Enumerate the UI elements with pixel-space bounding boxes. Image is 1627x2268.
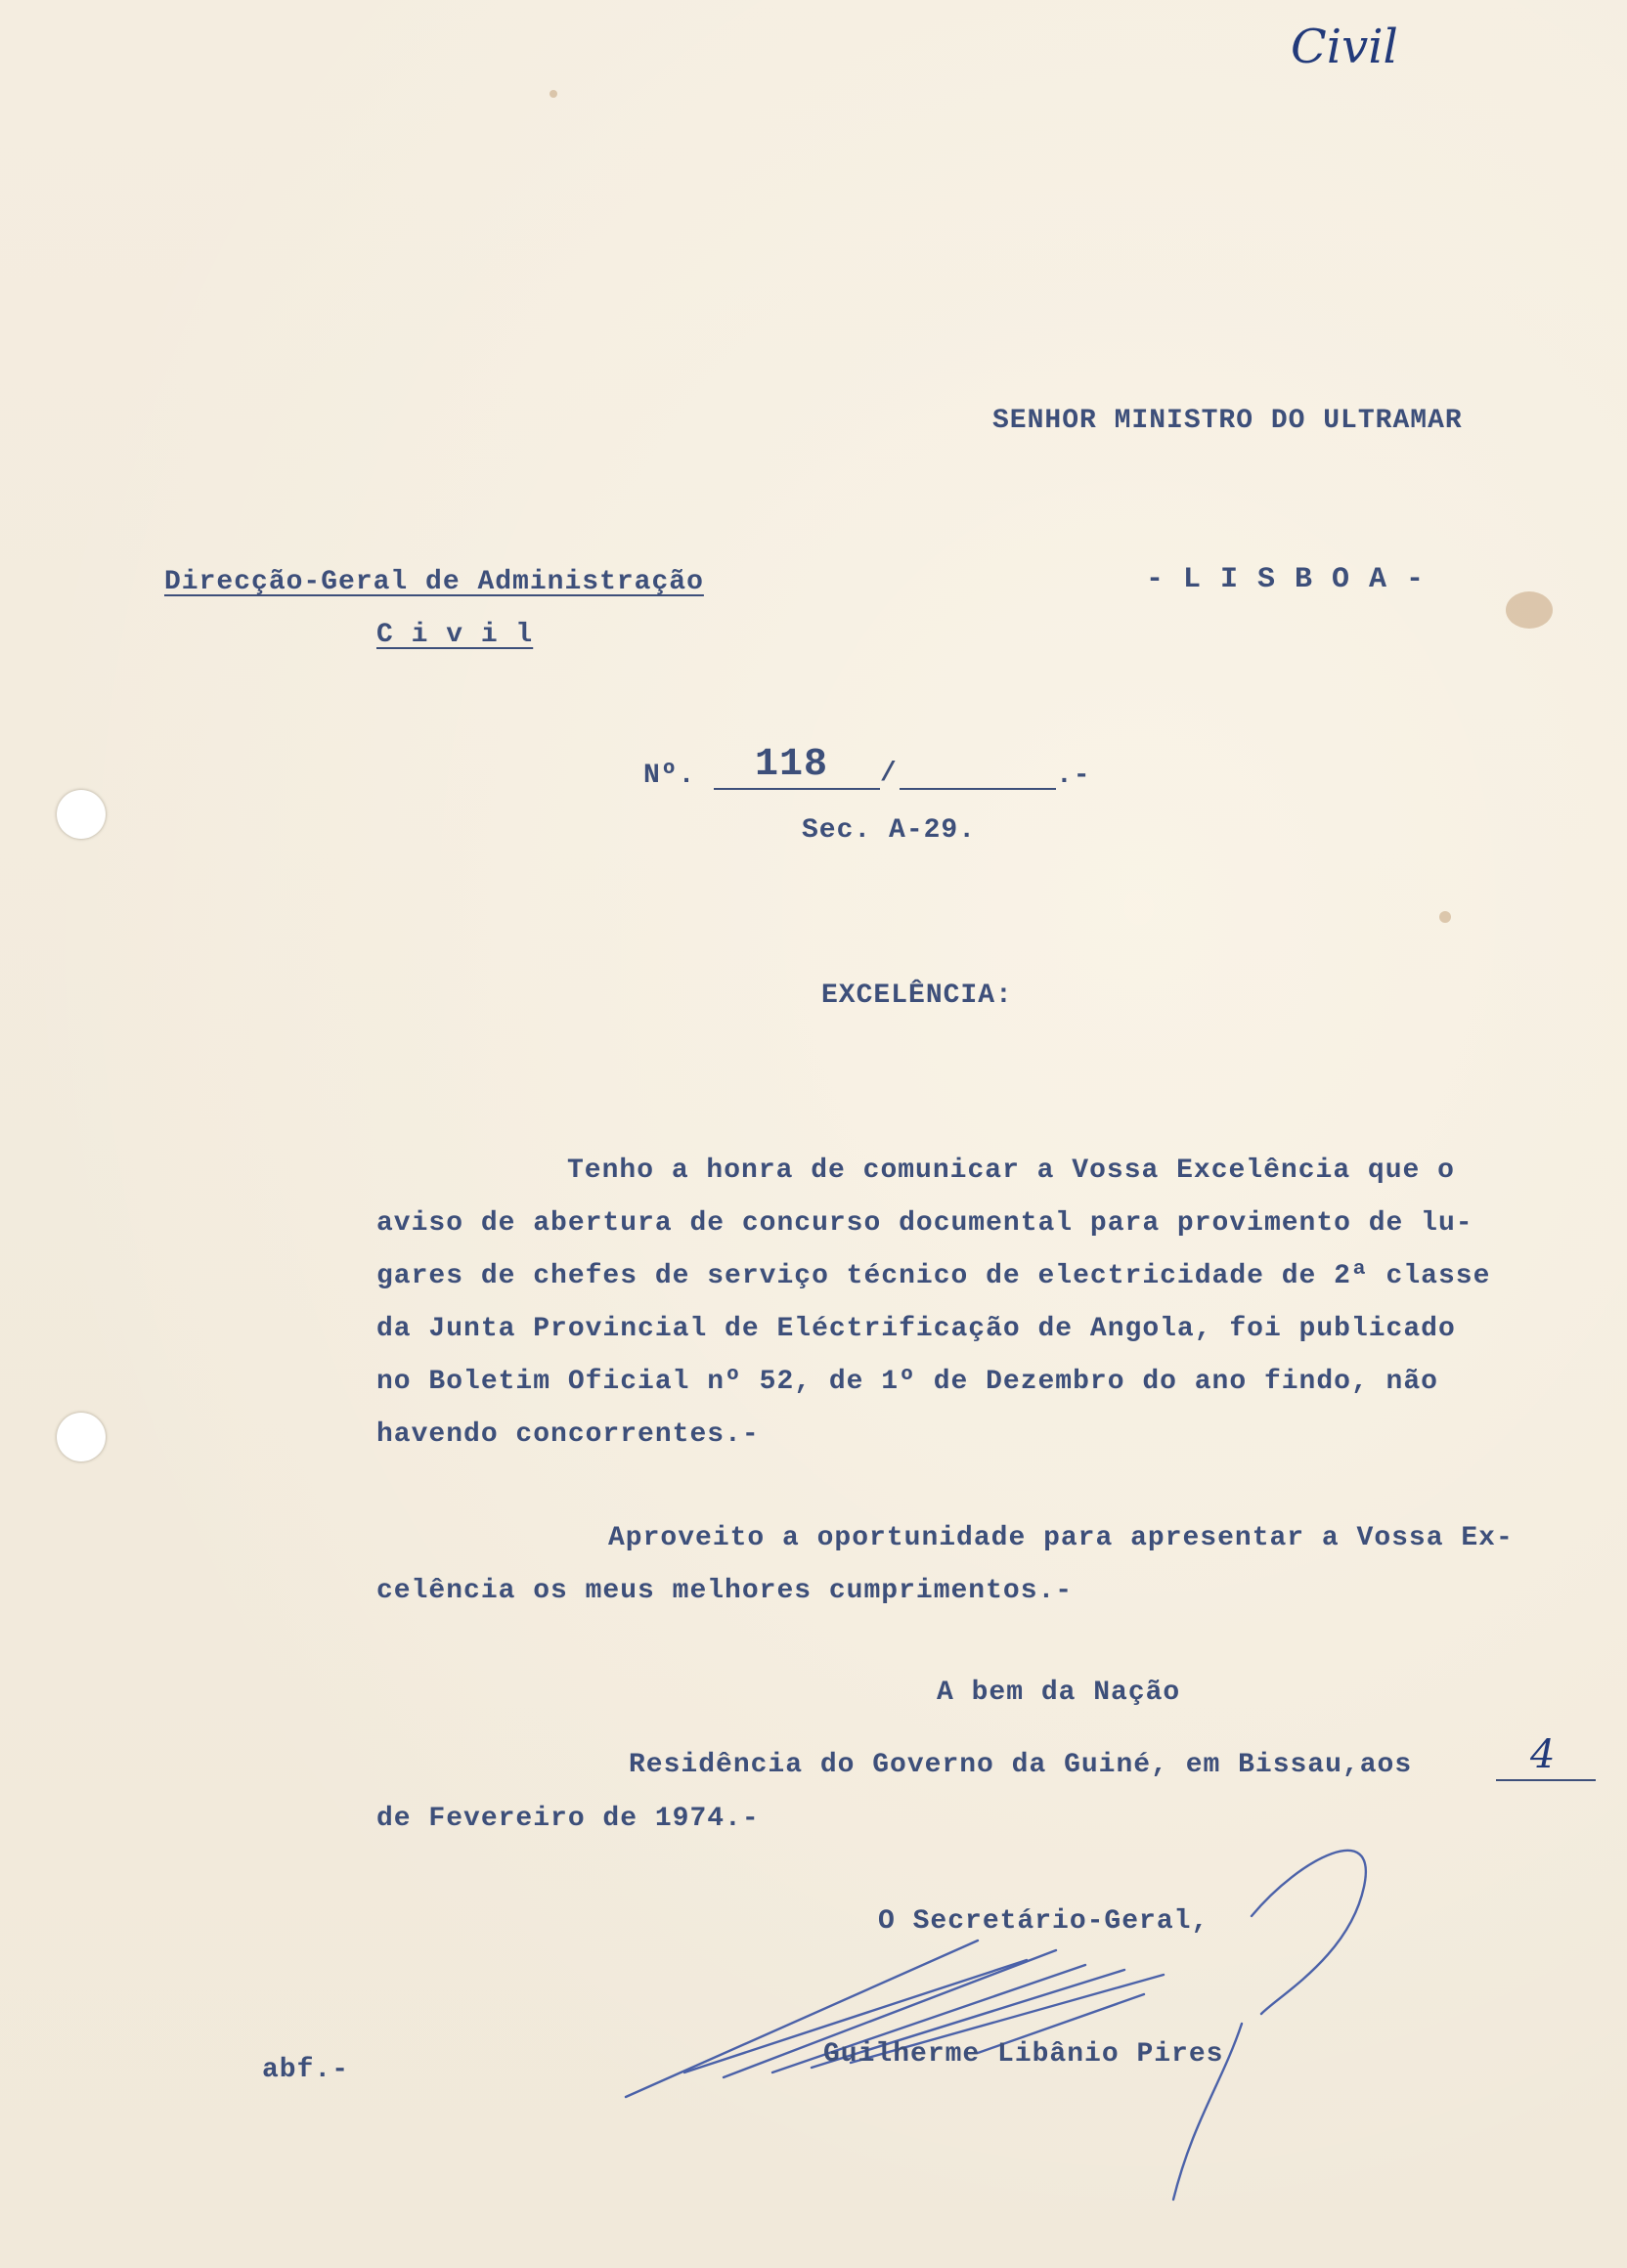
- signature-title: O Secretário-Geral,: [878, 1906, 1209, 1937]
- body-line: Tenho a honra de comunicar a Vossa Excelência que o: [567, 1156, 1455, 1186]
- reference-number-line: [714, 788, 880, 790]
- salutation: EXCELÊNCIA:: [821, 981, 1013, 1011]
- body-line: Aproveito a oportunidade para apresentar a Vossa Ex-: [608, 1523, 1514, 1553]
- department-line-1: Direcção-Geral de Administração: [164, 567, 704, 597]
- reference-section: Sec. A-29.: [802, 815, 977, 846]
- reference-year-line: [900, 788, 1056, 790]
- department-line-2: C i v i l: [376, 620, 534, 650]
- body-line: da Junta Provincial de Eléctrificação de Angola, foi publicado: [376, 1314, 1456, 1344]
- closing-date: de Fevereiro de 1974.-: [376, 1804, 760, 1834]
- body-line: havendo concorrentes.-: [376, 1419, 760, 1450]
- paper-stain: [1439, 911, 1451, 923]
- addressee: SENHOR MINISTRO DO ULTRAMAR: [992, 406, 1463, 436]
- typist-initials: abf.-: [262, 2055, 350, 2085]
- body-line: aviso de abertura de concurso documental para provimento de lu-: [376, 1208, 1473, 1239]
- body-line: celência os meus melhores cumprimentos.-: [376, 1576, 1074, 1606]
- paper-stain: [1506, 591, 1553, 629]
- body-line: gares de chefes de serviço técnico de electricidade de 2ª classe: [376, 1261, 1491, 1291]
- closing-place: Residência do Governo da Guiné, em Bissau,aos: [629, 1750, 1413, 1780]
- city: - L I S B O A -: [1146, 563, 1426, 596]
- signature-name: Guilherme Libânio Pires: [823, 2039, 1224, 2070]
- closing-motto: A bem da Nação: [937, 1678, 1181, 1708]
- punch-hole-top: [57, 790, 106, 839]
- punch-hole-bottom: [57, 1413, 106, 1461]
- paper-stain: [550, 90, 557, 98]
- reference-suffix: .-: [1056, 761, 1091, 791]
- reference-prefix: Nº.: [643, 761, 696, 791]
- reference-slash: /: [880, 759, 898, 789]
- closing-day-line: [1496, 1779, 1596, 1781]
- body-line: no Boletim Oficial nº 52, de 1º de Dezembro do ano findo, não: [376, 1367, 1438, 1397]
- reference-number: 118: [755, 743, 829, 787]
- handwritten-annotation: Civil: [1291, 20, 1398, 74]
- closing-day: 4: [1530, 1732, 1557, 1777]
